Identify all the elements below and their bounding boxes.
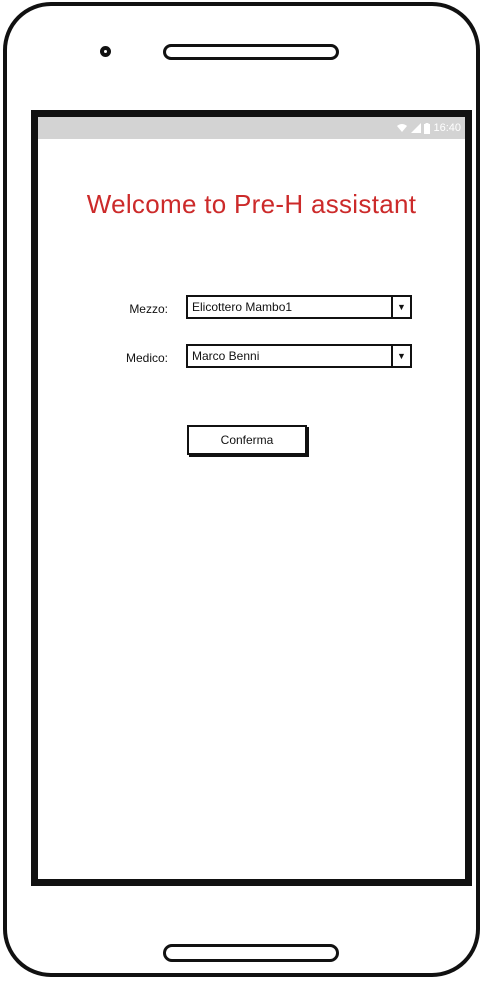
page-title: Welcome to Pre-H assistant bbox=[86, 189, 417, 219]
camera-icon bbox=[100, 46, 111, 57]
chevron-down-icon[interactable]: ▼ bbox=[391, 297, 410, 317]
wifi-icon bbox=[396, 123, 408, 133]
medico-select-value: Marco Benni bbox=[192, 349, 260, 363]
mezzo-select[interactable] bbox=[186, 295, 412, 319]
speaker-grille bbox=[163, 44, 339, 60]
mezzo-label: Mezzo: bbox=[129, 302, 168, 316]
screen bbox=[31, 110, 472, 886]
medico-select[interactable] bbox=[186, 344, 412, 368]
chevron-down-icon[interactable]: ▼ bbox=[391, 346, 410, 366]
mezzo-select-value: Elicottero Mambo1 bbox=[192, 300, 293, 314]
confirm-button[interactable]: Conferma bbox=[187, 425, 307, 455]
signal-icon bbox=[411, 123, 421, 133]
phone-frame bbox=[3, 2, 480, 977]
status-time: 16:40 bbox=[433, 122, 461, 134]
medico-label: Medico: bbox=[125, 351, 168, 365]
status-bar bbox=[38, 117, 465, 139]
home-button[interactable] bbox=[163, 944, 339, 962]
battery-icon bbox=[424, 123, 430, 134]
